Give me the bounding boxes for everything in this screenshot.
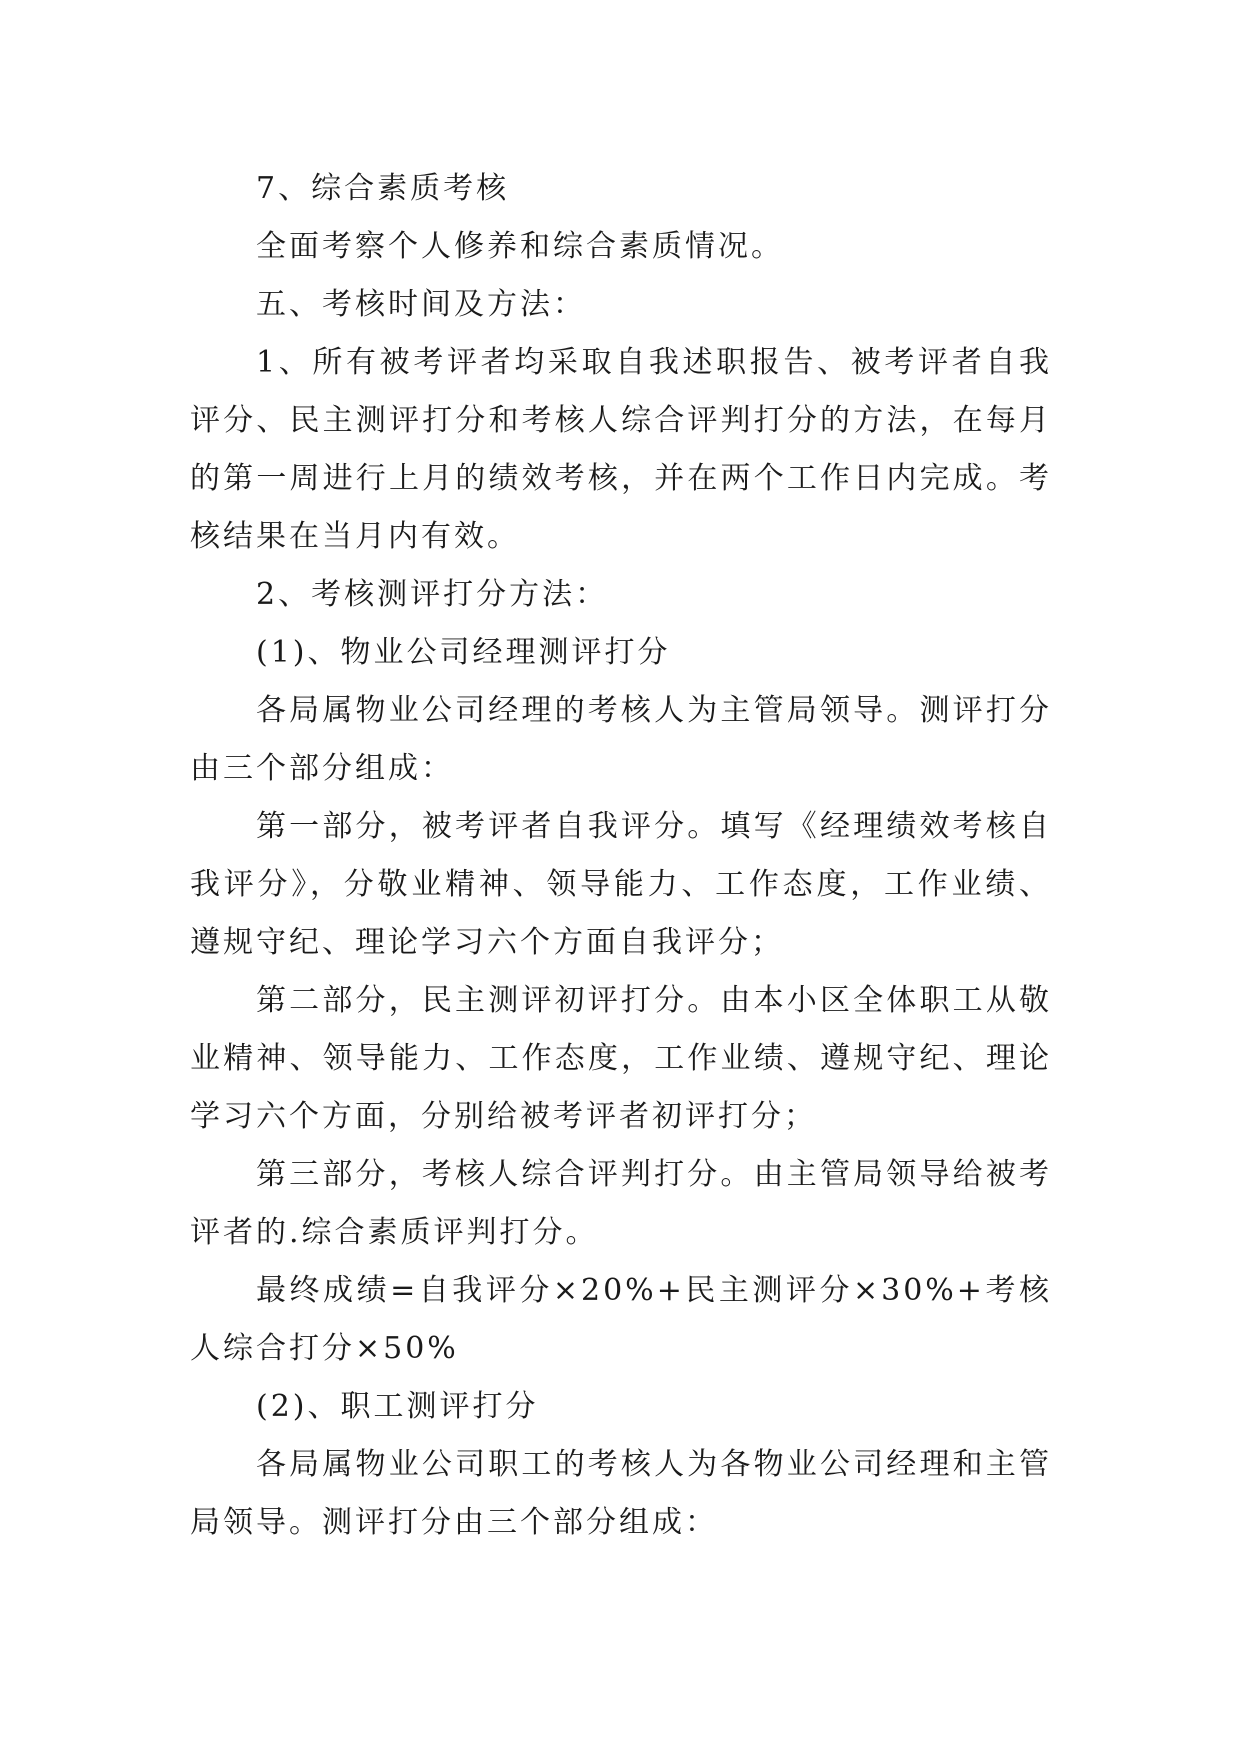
document-body bbox=[190, 160, 1052, 1552]
subheading-staff-scoring: (2)、职工测评打分 bbox=[256, 1389, 539, 1424]
subheading-manager-scoring: (1)、物业公司经理测评打分 bbox=[256, 635, 671, 670]
paragraph-manager-assessor: 各局属物业公司经理的考核人为主管局领导。测评打分由三个部分组成： bbox=[190, 693, 1052, 786]
paragraph-quality-description: 全面考察个人修养和综合素质情况。 bbox=[256, 229, 784, 264]
paragraph-part-two: 第二部分，民主测评初评打分。由本小区全体职工从敬业精神、领导能力、工作态度，工作业绩、遵规守纪、理论学习六个方面，分别给被考评者初评打分； bbox=[190, 983, 1052, 1134]
heading-comprehensive-quality: 7、综合素质考核 bbox=[256, 171, 510, 206]
heading-scoring-method: 2、考核测评打分方法： bbox=[256, 577, 609, 612]
paragraph-final-score-formula: 最终成绩=自我评分×20%+民主测评分×30%+考核人综合打分×50% bbox=[190, 1273, 1052, 1366]
section-heading-time-method: 五、考核时间及方法： bbox=[256, 287, 586, 322]
paragraph-method-overview: 1、所有被考评者均采取自我述职报告、被考评者自我评分、民主测评打分和考核人综合评判打分的方法，在每月的第一周进行上月的绩效考核，并在两个工作日内完成。考核结果在当月内有效。 bbox=[190, 345, 1052, 554]
paragraph-part-three: 第三部分，考核人综合评判打分。由主管局领导给被考评者的.综合素质评判打分。 bbox=[190, 1157, 1052, 1250]
paragraph-part-one: 第一部分，被考评者自我评分。填写《经理绩效考核自我评分》，分敬业精神、领导能力、工作态度，工作业绩、遵规守纪、理论学习六个方面自我评分； bbox=[190, 809, 1052, 960]
paragraph-staff-assessor: 各局属物业公司职工的考核人为各物业公司经理和主管局领导。测评打分由三个部分组成： bbox=[190, 1447, 1052, 1540]
